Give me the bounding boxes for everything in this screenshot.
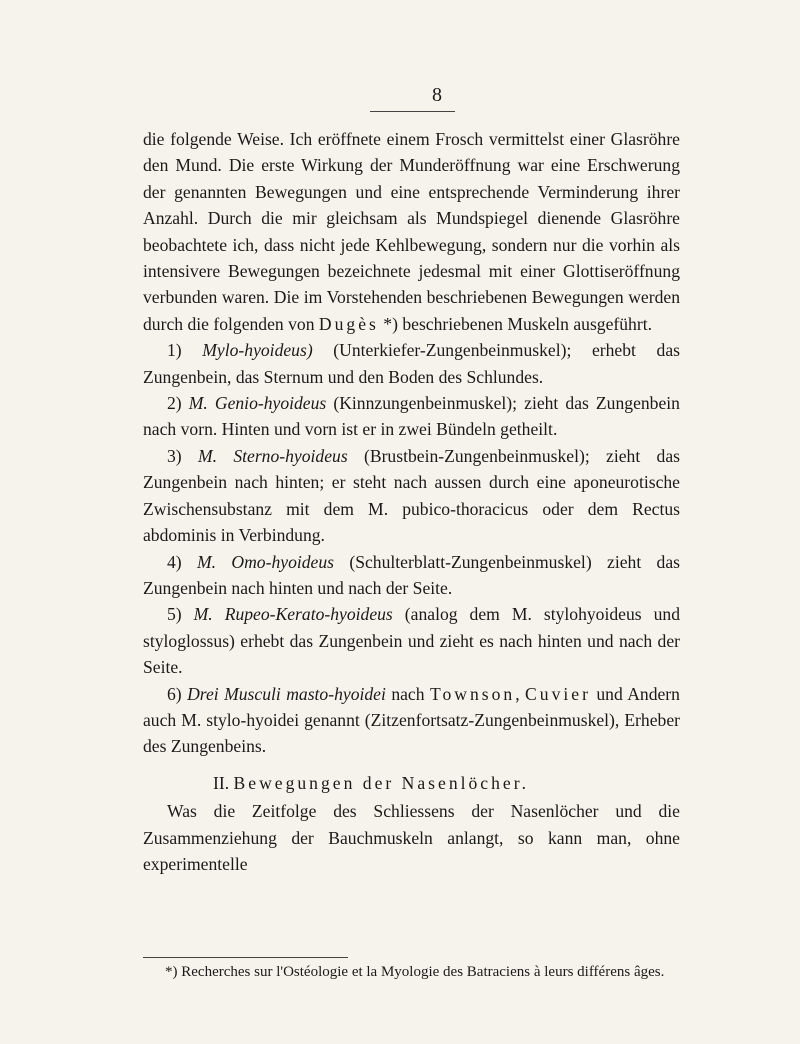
muscle-item-6: 6) Drei Musculi masto-hyoidei nach Townson, Cuvier und Andern auch M. stylo-hyoidei genannt (Zitzenfortsatz-Zungenbeinmuskel), Erheber des Zungenbeins.: [143, 683, 680, 757]
muscle-name: M. Rupeo-Kerato-hyoideus: [193, 604, 393, 625]
item-number: 4): [167, 551, 182, 572]
item-number: 3): [167, 445, 182, 466]
muscle-item-5: [143, 601, 680, 680]
footnote-reference: *): [383, 313, 398, 334]
muscle-description: (analog dem M. stylohyoideus und styloglossus) erhebt das Zungenbein und zieht es nach hinten und nach der Seite.: [143, 604, 680, 678]
muscle-name: Drei Musculi masto-hyoidei: [187, 683, 386, 704]
page-number: 8: [432, 84, 442, 106]
body-text: [143, 126, 680, 877]
muscle-description: (Kinnzungenbeinmuskel); zieht das Zungenbein nach vorn. Hinten und vorn ist er in zwei Bündeln getheilt.: [143, 393, 680, 440]
section-title: Bewegungen der Nasenlöcher.: [233, 772, 529, 793]
author-townson: Townson: [429, 683, 516, 704]
muscle-description: (Brustbein-Zungenbeinmuskel); zieht das Zungenbein nach hinten; er steht nach aussen durch eine aponeurotische Zwischensubstanz mit dem M. pubico-thoracicus oder dem Rectus abdominis in Verbindung.: [143, 445, 680, 546]
muscle-name: Mylo-hyoideus): [202, 340, 313, 361]
item-number: 1): [167, 340, 182, 361]
muscle-name: M. Omo-hyoideus: [197, 551, 334, 572]
muscle-name: M. Genio-hyoideus: [188, 393, 327, 414]
header-rule: [370, 111, 455, 112]
muscle-description: (Unterkiefer-Zungenbeinmuskel); erhebt das Zungenbein, das Sternum und den Boden des Schlundes.: [143, 340, 680, 387]
author-cuvier: Cuvier: [525, 683, 591, 704]
footnote-text: Recherches sur l'Ostéologie et la Myologie des Batraciens à leurs différens âges.: [181, 964, 665, 980]
item-number: 2): [167, 393, 182, 414]
section-numeral: II.: [213, 772, 230, 793]
author-duges: Dugès: [318, 313, 379, 334]
muscle-item-2: [143, 390, 680, 443]
intro-text-end: beschriebenen Muskeln ausgeführt.: [402, 313, 652, 334]
muscle-name: M. Sterno-hyoideus: [197, 445, 348, 466]
closing-paragraph: Was die Zeitfolge des Schliessens der Nasenlöcher und die Zusammenziehung der Bauchmuskeln anlangt, so kann man, ohne experimentelle: [143, 801, 680, 874]
item-number: 5): [167, 604, 182, 625]
intro-paragraph: [143, 126, 680, 337]
footnote: [165, 962, 685, 982]
muscle-item-4: [143, 549, 680, 602]
section-heading: [143, 770, 680, 796]
muscle-item-3: [143, 443, 680, 549]
muscle-description: (Schulterblatt-Zungenbeinmuskel) zieht das Zungenbein nach hinten und nach der Seite.: [143, 551, 680, 598]
footnote-mark: *): [165, 964, 178, 980]
intro-text: die folgende Weise. Ich eröffnete einem Frosch vermittelst einer Glasröhre den Mund. Die erste Wirkung der Munderöffnung war eine Erschwerung der genannten Bewegungen und eine entsprechende Verminderung ihrer Anzahl. Durch die mir gleichsam als Mundspiegel dienende Glasröhre beobachtete ich, dass nicht jede Kehlbewegung, sondern nur die vorhin als intensivere Bewegungen bezeichnete jedesmal mit einer Glottiseröffnung verbunden waren. Die im Vorstehenden beschriebenen Bewegungen werden durch die folgenden von: [143, 129, 680, 334]
footnote-rule: [143, 957, 348, 958]
muscle-text: nach: [391, 683, 425, 704]
item-number: 6): [167, 683, 182, 704]
muscle-item-1: [143, 337, 680, 390]
muscle-description: und Andern auch M. stylo-hyoidei genannt (Zitzenfortsatz-Zungenbeinmuskel), Erheber des Zungenbeins.: [143, 683, 680, 757]
